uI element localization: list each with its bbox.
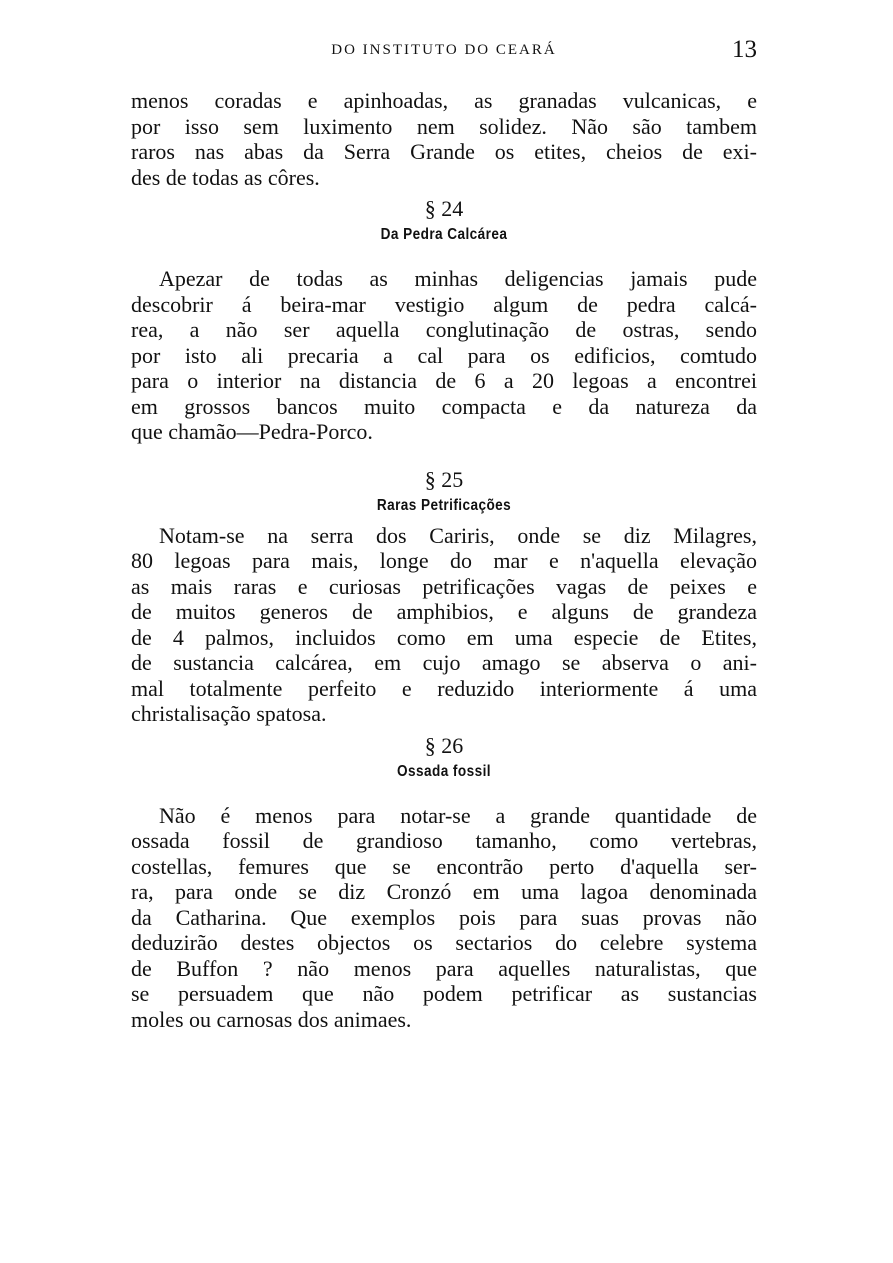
text-line: Apezar de todas as minhas deligencias jamais pude [159,266,757,291]
text-line: des de todas as côres. [131,164,320,190]
text-line: costellas, femures que se encontrão perto d'aquella ser- [131,853,757,879]
text-line: por isso sem luximento nem solidez. Não são tambem [131,113,757,139]
text-line: menos coradas e apinhoadas, as granadas vulcanicas, e [131,88,757,113]
section-mark: § 26 [424,732,464,758]
text-line: as mais raras e curiosas petrificações vagas de peixes e [131,573,757,599]
text-line: de sustancia calcárea, em cujo amago se abserva o ani- [131,650,757,675]
section-mark: § 24 [424,196,464,221]
text-line: por isto ali precaria a cal para os edificios, comtudo [131,342,757,368]
text-line: moles ou carnosas dos animaes. [131,1006,412,1032]
section-title: Ossada fossil [397,762,491,780]
section-25 [131,465,757,727]
text-line: ra, para onde se diz Cronzó em uma lagoa denominada [131,879,757,904]
text-line: christalisação spatosa. [131,701,327,726]
text-line: descobrir á beira-mar vestigio algum de pedra calcá- [131,291,757,317]
page-number: 13 [732,36,757,63]
section-title: Da Pedra Calcárea [380,226,508,243]
text-line: se persuadem que não podem petrificar as sustancias [131,981,757,1006]
text-line: de muitos generos de amphibios, e alguns de grandeza [131,599,757,624]
text-line: 80 legoas para mais, longe do mar e n'aquella elevação [131,548,757,573]
text-line: ossada fossil de grandioso tamanho, como vertebras, [131,828,757,853]
section-24 [131,194,757,445]
text-line: deduzirão destes objectos os sectarios do celebre systema [131,930,757,955]
text-line: Não é menos para notar-se a grande quantidade de [159,802,757,828]
running-title: DO INSTITUTO DO CEARÁ [331,42,557,58]
text-block [131,88,757,1032]
text-line: raros nas abas da Serra Grande os etites, cheios de exi- [131,139,757,164]
text-line: Notam-se na serra dos Cariris, onde se diz Milagres, [159,522,757,548]
text-line: para o interior na distancia de 6 a 20 legoas a encontrei [131,368,757,393]
section-26 [131,731,757,1033]
text-line: rea, a não ser aquella conglutinação de ostras, sendo [131,317,757,342]
text-line: mal totalmente perfeito e reduzido interiormente á uma [131,675,757,701]
intro-paragraph [131,88,757,190]
text-line: de 4 palmos, incluidos como em uma especie de Etites, [131,624,757,650]
text-line: da Catharina. Que exemplos pois para suas provas não [131,904,757,930]
section-mark: § 25 [424,466,464,492]
text-line: em grossos bancos muito compacta e da natureza da [131,393,757,419]
text-line: que chamão—Pedra-Porco. [131,419,373,444]
running-head [131,36,757,66]
section-title: Raras Petrificações [376,496,512,514]
text-line: de Buffon ? não menos para aquelles naturalistas, que [131,955,757,981]
